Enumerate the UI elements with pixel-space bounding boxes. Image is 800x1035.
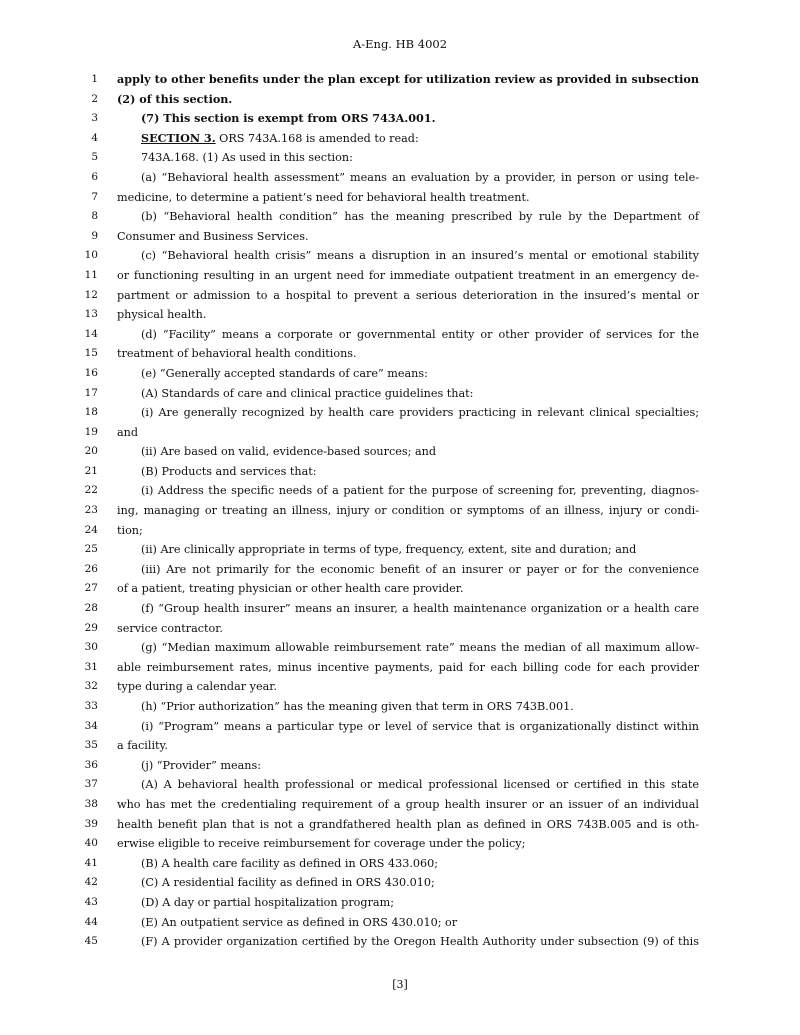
line-text: (b) “Behavioral health condition” has the meaning prescribed by rule by the Department of bbox=[141, 210, 699, 224]
line bbox=[0, 481, 800, 501]
line-number: 29 bbox=[84, 621, 98, 634]
line bbox=[0, 227, 800, 247]
line-number: 20 bbox=[84, 445, 98, 458]
line bbox=[0, 501, 800, 521]
line-text: (ii) Are clinically appropriate in terms of type, frequency, extent, site and duration; and bbox=[141, 543, 637, 557]
line bbox=[0, 756, 800, 776]
line bbox=[0, 579, 800, 599]
line-text: (2) of this section. bbox=[117, 91, 233, 106]
line-number: 4 bbox=[91, 131, 98, 144]
line bbox=[0, 109, 800, 129]
line bbox=[0, 815, 800, 835]
line-text: (c) “Behavioral health crisis” means a disruption in an insured’s mental or emotional stability bbox=[141, 249, 699, 263]
line-number: 36 bbox=[84, 758, 98, 771]
line bbox=[0, 70, 800, 90]
line-text: (iii) Are not primarily for the economic benefit of an insurer or payer or for the convenience bbox=[141, 562, 699, 576]
line-text: (h) “Prior authorization” has the meaning given that term in ORS 743B.001. bbox=[141, 700, 574, 713]
line-text: type during a calendar year. bbox=[117, 680, 277, 694]
line-number: 42 bbox=[84, 876, 98, 889]
line-text: (A) A behavioral health professional or medical professional licensed or certified in this state bbox=[141, 778, 699, 792]
line-text: or functioning resulting in an urgent need for immediate outpatient treatment in an emergency de- bbox=[117, 268, 699, 282]
line-number: 38 bbox=[84, 797, 98, 810]
line-text: (j) “Provider” means: bbox=[141, 758, 262, 772]
document-body bbox=[0, 70, 800, 952]
line-number: 40 bbox=[84, 837, 98, 850]
section-text: ORS 743A.168 is amended to read: bbox=[215, 131, 419, 145]
line-text: (i) Address the specific needs of a patient for the purpose of screening for, preventing, diagnos- bbox=[141, 484, 699, 498]
line-text: health benefit plan that is not a grandfathered health plan as defined in ORS 743B.005 and is oth- bbox=[117, 817, 699, 831]
line-text: who has met the credentialing requirement of a group health insurer or an issuer of an individual bbox=[117, 797, 699, 811]
line-number: 33 bbox=[84, 700, 98, 712]
line bbox=[0, 658, 800, 678]
line bbox=[0, 403, 800, 423]
line-number: 27 bbox=[84, 582, 98, 595]
line-number: 1 bbox=[91, 73, 98, 85]
line-number: 14 bbox=[84, 327, 98, 340]
line bbox=[0, 325, 800, 345]
line bbox=[0, 677, 800, 697]
line bbox=[0, 90, 800, 110]
line-text: erwise eligible to receive reimbursement for coverage under the policy; bbox=[117, 837, 526, 851]
line-number: 15 bbox=[84, 347, 98, 360]
line-number: 31 bbox=[84, 660, 98, 673]
line-text: physical health. bbox=[117, 308, 207, 322]
line-number: 10 bbox=[84, 249, 98, 262]
line-text: (B) Products and services that: bbox=[141, 464, 317, 478]
line bbox=[0, 246, 800, 266]
line-text: (ii) Are based on valid, evidence-based sources; and bbox=[141, 445, 436, 459]
line-text: treatment of behavioral health conditions. bbox=[117, 347, 357, 361]
line-text: and bbox=[117, 425, 139, 439]
line-number: 37 bbox=[84, 778, 98, 791]
line-text: (B) A health care facility as defined in ORS 433.060; bbox=[141, 856, 439, 870]
line-text: (7) This section is exempt from ORS 743A.001. bbox=[141, 111, 436, 126]
line bbox=[0, 168, 800, 188]
line-text: (A) Standards of care and clinical practice guidelines that: bbox=[141, 386, 474, 400]
line bbox=[0, 364, 800, 384]
line-number: 5 bbox=[91, 151, 98, 164]
line-text: medicine, to determine a patient’s need for behavioral health treatment. bbox=[117, 190, 530, 204]
line-number: 25 bbox=[84, 543, 98, 556]
line-text: (C) A residential facility as defined in ORS 430.010; bbox=[141, 876, 435, 890]
line-text: a facility. bbox=[117, 739, 168, 753]
line bbox=[0, 913, 800, 933]
line-number: 35 bbox=[84, 739, 98, 752]
line-text: able reimbursement rates, minus incentive payments, paid for each billing code for each provider bbox=[117, 660, 699, 674]
line bbox=[0, 854, 800, 874]
line-number: 3 bbox=[91, 112, 98, 125]
line-number: 7 bbox=[91, 190, 98, 203]
line bbox=[0, 305, 800, 325]
line-text: (i) Are generally recognized by health care providers practicing in relevant clinical specialties; bbox=[141, 406, 699, 420]
line-number: 8 bbox=[91, 210, 98, 223]
line bbox=[0, 599, 800, 619]
line-text: partment or admission to a hospital to prevent a serious deterioration in the insured’s mental or bbox=[117, 288, 699, 302]
line bbox=[0, 442, 800, 462]
line-text: service contractor. bbox=[117, 621, 223, 635]
line bbox=[0, 129, 800, 149]
line-number: 44 bbox=[84, 915, 98, 928]
line bbox=[0, 188, 800, 208]
line bbox=[0, 717, 800, 737]
line-text: (e) “Generally accepted standards of care” means: bbox=[141, 366, 428, 380]
line-text: (d) “Facility” means a corporate or governmental entity or other provider of services for the bbox=[141, 327, 699, 341]
line-text: ing, managing or treating an illness, injury or condition or symptoms of an illness, injury or condi- bbox=[117, 504, 699, 518]
line bbox=[0, 619, 800, 639]
line-number: 13 bbox=[84, 308, 98, 321]
line-text bbox=[141, 129, 699, 149]
line-text: apply to other benefits under the plan except for utilization review as provided in subsection bbox=[117, 72, 699, 86]
line-number: 43 bbox=[84, 895, 98, 908]
line-number: 9 bbox=[91, 229, 98, 242]
line-number: 23 bbox=[84, 504, 98, 517]
line bbox=[0, 540, 800, 560]
line-text: 743A.168. (1) As used in this section: bbox=[141, 151, 353, 165]
line-number: 24 bbox=[84, 523, 98, 536]
line bbox=[0, 207, 800, 227]
line-text: of a patient, treating physician or other health care provider. bbox=[117, 582, 464, 596]
line-number: 2 bbox=[91, 92, 98, 105]
line-number: 19 bbox=[84, 425, 98, 438]
line bbox=[0, 560, 800, 580]
line bbox=[0, 462, 800, 482]
line-number: 30 bbox=[84, 641, 98, 654]
line bbox=[0, 344, 800, 364]
line-text: (a) “Behavioral health assessment” means an evaluation by a provider, in person or using tele- bbox=[141, 170, 699, 184]
line-number: 6 bbox=[91, 170, 98, 183]
line bbox=[0, 384, 800, 404]
line-text: tion; bbox=[117, 523, 143, 537]
line bbox=[0, 266, 800, 286]
page-number: [3] bbox=[392, 978, 408, 991]
line bbox=[0, 638, 800, 658]
line bbox=[0, 148, 800, 168]
line-number: 32 bbox=[84, 680, 98, 693]
line-number: 26 bbox=[84, 562, 98, 575]
line bbox=[0, 286, 800, 306]
line-number: 41 bbox=[84, 856, 98, 869]
line-number: 12 bbox=[84, 288, 98, 301]
line bbox=[0, 423, 800, 443]
line-number: 28 bbox=[84, 602, 98, 615]
line bbox=[0, 521, 800, 541]
line-text: (g) “Median maximum allowable reimbursement rate” means the median of all maximum allow- bbox=[141, 641, 699, 655]
line-text: (i) “Program” means a particular type or level of service that is organizationally distinct within bbox=[141, 719, 699, 733]
section-heading: SECTION 3. bbox=[141, 130, 216, 145]
line bbox=[0, 834, 800, 854]
line-number: 11 bbox=[84, 268, 98, 281]
line bbox=[0, 775, 800, 795]
line bbox=[0, 932, 800, 952]
line-text: (D) A day or partial hospitalization program; bbox=[141, 895, 394, 909]
line bbox=[0, 873, 800, 893]
line-number: 18 bbox=[84, 406, 98, 419]
line-text: (E) An outpatient service as defined in ORS 430.010; or bbox=[141, 915, 458, 929]
line-number: 39 bbox=[84, 817, 98, 830]
line-number: 22 bbox=[84, 484, 98, 497]
line-text: (f) “Group health insurer” means an insurer, a health maintenance organization or a health care bbox=[141, 602, 699, 616]
line-number: 34 bbox=[84, 719, 98, 732]
line bbox=[0, 697, 800, 717]
line-text: Consumer and Business Services. bbox=[117, 229, 309, 243]
line bbox=[0, 736, 800, 756]
line bbox=[0, 795, 800, 815]
line-number: 21 bbox=[84, 464, 98, 477]
line-number: 45 bbox=[84, 935, 98, 948]
line-number: 16 bbox=[84, 366, 98, 379]
line-number: 17 bbox=[84, 386, 98, 399]
page-header: A-Eng. HB 4002 bbox=[352, 37, 448, 51]
line-text: (F) A provider organization certified by the Oregon Health Authority under subsection (9) of this bbox=[141, 935, 699, 949]
line bbox=[0, 893, 800, 913]
